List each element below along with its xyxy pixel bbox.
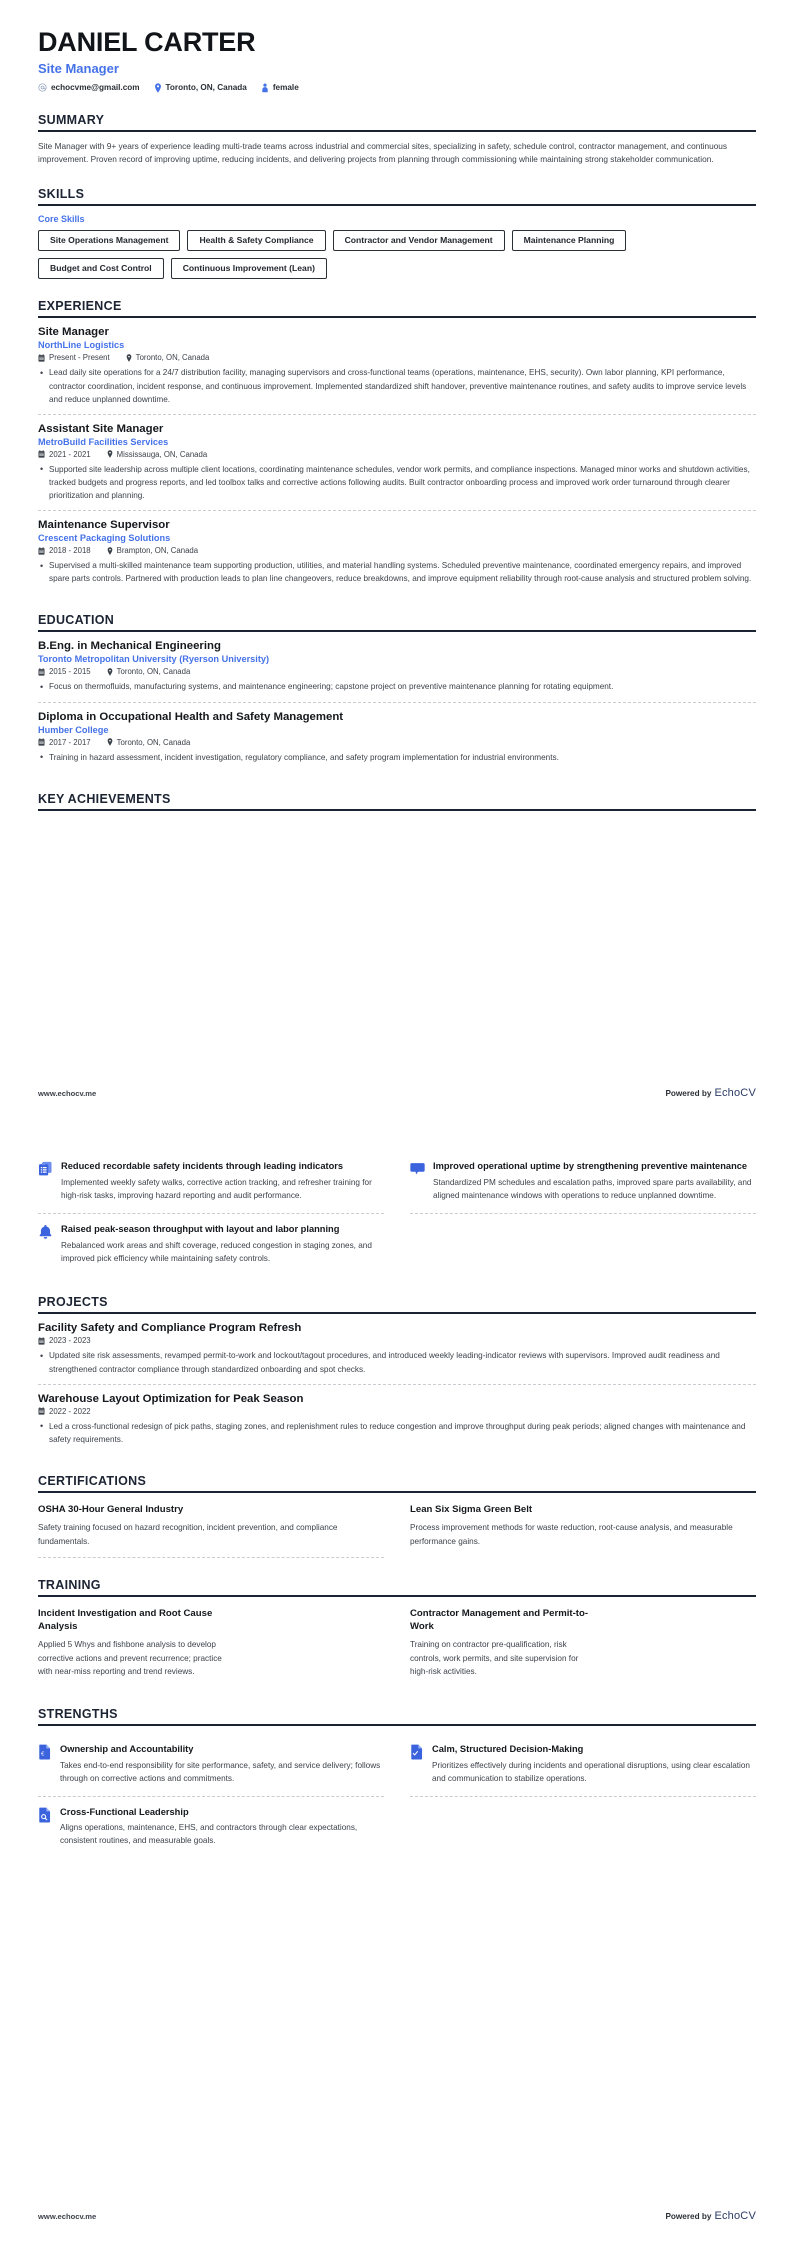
summary-text: Site Manager with 9+ years of experience leading multi-trade teams across industrial and commercial sites, specializing in safety, schedule control, contractor management, and continuous improvement. Proven record of improving uptime, reducing incidents, and delivering projects from planning through commissioning while maintaining strong stakeholder communication.	[38, 140, 728, 165]
strength-title: Cross-Functional Leadership	[60, 1806, 189, 1817]
page-footer	[38, 1087, 756, 1099]
bell-icon	[38, 1223, 53, 1266]
page-footer	[38, 2210, 756, 2222]
skill-chip: Maintenance Planning	[512, 230, 627, 251]
strength-card	[38, 1734, 384, 1797]
projects-heading: PROJECTS	[38, 1295, 756, 1314]
entry-location-text: Brampton, ON, Canada	[116, 546, 199, 556]
education-meta	[38, 667, 756, 676]
project-name: Warehouse Layout Optimization for Peak Season	[38, 1392, 304, 1405]
experience-entry	[38, 510, 756, 593]
skills-group-label: Core Skills	[38, 213, 85, 224]
experience-company: MetroBuild Facilities Services	[38, 436, 169, 447]
section-skills	[38, 187, 756, 280]
bullet: • Supervised a multi-skilled maintenance team supporting production, utilities, and material handling systems. Scheduled preventive maintenance, coordinated emergency repairs, and improved spare parts controls. Partnered with production leads to plan line changeovers, reduce breakdowns, and improve equipment reliability through root-cause analysis and structured problem solving.	[38, 559, 756, 585]
certifications-heading: CERTIFICATIONS	[38, 1474, 756, 1493]
entry-location	[107, 450, 208, 459]
entry-location	[107, 667, 191, 676]
achievement-desc: Implemented weekly safety walks, corrective action tracking, and refresher training for high-risk tasks, improving hazard reporting and audit performance.	[61, 1177, 372, 1200]
date-range-text: 2017 - 2017	[49, 737, 91, 747]
document-check-icon	[410, 1743, 424, 1786]
document-search-icon	[38, 1806, 52, 1849]
project-bullets	[38, 1420, 756, 1446]
education-degree: B.Eng. in Mechanical Engineering	[38, 640, 221, 653]
entry-location	[107, 546, 198, 555]
location-pin-icon	[107, 738, 113, 746]
contact-location-text: Toronto, ON, Canada	[165, 83, 247, 93]
training-card	[38, 1605, 384, 1687]
calendar-icon	[38, 450, 45, 458]
calendar-icon	[38, 738, 45, 746]
resume-page-2	[0, 1123, 794, 2246]
certification-desc: Process improvement methods for waste reduction, root-cause analysis, and measurable performance gains.	[410, 1523, 733, 1546]
skill-chip-list	[38, 230, 756, 280]
achievement-title: Reduced recordable safety incidents through leading indicators	[61, 1161, 344, 1171]
skill-chip: Contractor and Vendor Management	[333, 230, 505, 251]
strengths-heading: STRENGTHS	[38, 1707, 756, 1726]
resume-header	[38, 28, 756, 93]
strength-card	[410, 1734, 756, 1797]
date-range-text: 2022 - 2022	[49, 1406, 91, 1416]
date-range-text: 2021 - 2021	[49, 449, 91, 459]
location-pin-icon	[107, 547, 113, 555]
entry-location-text: Toronto, ON, Canada	[135, 353, 210, 363]
entry-location-text: Toronto, ON, Canada	[116, 667, 191, 677]
project-name: Facility Safety and Compliance Program Refresh	[38, 1322, 302, 1335]
date-range-text: 2023 - 2023	[49, 1336, 91, 1346]
entry-location-text: Toronto, ON, Canada	[116, 737, 191, 747]
location-pin-icon	[107, 450, 113, 458]
training-name: Incident Investigation and Root Cause Analysis	[38, 1607, 213, 1633]
bullet: • Training in hazard assessment, incident investigation, regulatory compliance, and safety program implementation for industrial environments.	[38, 751, 756, 764]
contact-gender-text: female	[272, 83, 299, 93]
project-entry	[38, 1384, 756, 1454]
footer-powered-by-text: Powered by	[665, 1089, 712, 1098]
achievement-body	[61, 1223, 384, 1266]
contact-email[interactable]	[38, 83, 140, 92]
contact-location	[154, 83, 247, 93]
experience-role: Maintenance Supervisor	[38, 519, 170, 532]
date-range	[38, 738, 91, 747]
strength-title: Calm, Structured Decision-Making	[432, 1743, 584, 1754]
experience-role: Assistant Site Manager	[38, 422, 164, 435]
education-school: Humber College	[38, 724, 109, 735]
section-education	[38, 613, 756, 771]
key-achievements-grid	[38, 1151, 756, 1275]
strength-card	[38, 1797, 384, 1859]
candidate-role: Site Manager	[38, 60, 119, 76]
project-meta	[38, 1407, 756, 1416]
footer-url[interactable]: www.echocv.me	[38, 2212, 97, 2221]
skill-chip: Budget and Cost Control	[38, 258, 164, 279]
education-degree: Diploma in Occupational Health and Safety Management	[38, 710, 344, 723]
contact-list	[38, 83, 756, 93]
experience-bullets	[38, 366, 756, 405]
calendar-icon	[38, 354, 45, 362]
experience-meta	[38, 450, 756, 459]
bullet: • Updated site risk assessments, revamped permit-to-work and lockout/tagout procedures, and introduced weekly leading-indicator reviews with supervisors. Improved audit readiness and strengthened contractor compliance through standardized onboarding and spot checks.	[38, 1349, 756, 1375]
strength-body	[60, 1743, 384, 1786]
achievement-body	[433, 1160, 756, 1203]
education-meta	[38, 738, 756, 747]
footer-url[interactable]: www.echocv.me	[38, 1089, 97, 1098]
bullet: • Lead daily site operations for a 24/7 distribution facility, managing supervisors and cross-functional teams (operations, maintenance, EHS, security). Own labor planning, KPI performance, contractor coordination, incident response, and continuous improvement. Implemented standardized shift handover, preventive maintenance routines, and safety audits to improve service levels and reduce unplanned downtime.	[38, 366, 756, 405]
certification-name: Lean Six Sigma Green Belt	[410, 1503, 533, 1515]
calendar-icon	[38, 668, 45, 676]
experience-entry	[38, 326, 756, 413]
achievement-card	[38, 1151, 384, 1214]
education-entry	[38, 702, 756, 772]
footer-brand	[665, 2210, 756, 2222]
summary-heading: SUMMARY	[38, 113, 756, 132]
skill-chip: Site Operations Management	[38, 230, 180, 251]
project-meta	[38, 1336, 756, 1345]
date-range-text: Present - Present	[49, 353, 110, 363]
footer-powered-by-text: Powered by	[665, 2212, 712, 2221]
achievement-desc: Rebalanced work areas and shift coverage, reduced congestion in staging zones, and improved pick efficiency while maintaining safety controls.	[61, 1240, 372, 1263]
key-achievements-list	[38, 1151, 756, 1275]
training-desc: Applied 5 Whys and fishbone analysis to develop corrective actions and prevent recurrence; practice with near-miss reporting and trend reviews.	[38, 1640, 222, 1676]
date-range	[38, 1336, 91, 1345]
certifications-grid	[38, 1501, 756, 1558]
date-range-text: 2018 - 2018	[49, 546, 91, 556]
achievement-title: Raised peak-season throughput with layout and labor planning	[61, 1223, 340, 1234]
footer-brand-name: EchoCV	[714, 2210, 756, 2222]
experience-bullets	[38, 463, 756, 502]
candidate-name: DANIEL CARTER	[38, 27, 256, 57]
calendar-icon	[38, 1337, 45, 1345]
experience-company: Crescent Packaging Solutions	[38, 533, 171, 544]
date-range	[38, 353, 110, 362]
achievement-card	[410, 1151, 756, 1214]
date-range	[38, 1407, 91, 1416]
bullet: • Supported site leadership across multiple client locations, coordinating maintenance schedules, vendor work permits, and compliance inspections. Managed minor works and shutdown activities, tracked budgets and progress reports, and led toolbox talks and corrective actions following audits. Built contractor onboarding process and improved work order turnaround through clearer prioritization and planning.	[38, 463, 756, 502]
strengths-grid	[38, 1734, 756, 1858]
achievement-desc: Standardized PM schedules and escalation paths, improved spare parts availability, and aligned maintenance windows with operations to reduce unplanned downtime.	[433, 1177, 752, 1200]
section-certifications	[38, 1474, 756, 1558]
date-range	[38, 546, 91, 555]
section-experience	[38, 299, 756, 593]
strength-body	[432, 1743, 756, 1786]
experience-entry	[38, 414, 756, 510]
section-key-achievements-heading	[38, 792, 756, 811]
training-name: Contractor Management and Permit-to-Work	[410, 1607, 589, 1633]
experience-meta	[38, 353, 756, 362]
strength-desc: Takes end-to-end responsibility for site performance, safety, and service delivery; follows through on corrective actions and commitments.	[60, 1760, 381, 1783]
bullet: • Led a cross-functional redesign of pick paths, staging zones, and replenishment rules to reduce congestion and improve throughput during peak periods; aligned changes with maintenance and safety requirements.	[38, 1420, 756, 1446]
speech-bubble-icon	[410, 1160, 425, 1203]
location-pin-icon	[107, 668, 113, 676]
project-bullets	[38, 1349, 756, 1375]
footer-brand-name: EchoCV	[714, 1087, 756, 1099]
training-grid	[38, 1605, 756, 1687]
education-heading: EDUCATION	[38, 613, 756, 632]
person-icon	[261, 83, 269, 93]
experience-role: Site Manager	[38, 326, 109, 339]
experience-bullets	[38, 559, 756, 585]
clipboard-icon	[38, 1160, 53, 1203]
certification-desc: Safety training focused on hazard recognition, incident prevention, and compliance fundamentals.	[38, 1523, 338, 1546]
skill-chip: Health & Safety Compliance	[187, 230, 325, 251]
education-entry	[38, 640, 756, 701]
certification-name: OSHA 30-Hour General Industry	[38, 1503, 184, 1515]
footer-brand	[665, 1087, 756, 1099]
education-bullets	[38, 751, 756, 764]
certification-card	[410, 1501, 756, 1558]
education-bullets	[38, 680, 756, 693]
experience-meta	[38, 546, 756, 555]
section-projects	[38, 1295, 756, 1454]
contact-email-text: echocvme@gmail.com	[51, 83, 140, 93]
calendar-icon	[38, 1407, 45, 1415]
section-summary	[38, 113, 756, 167]
location-pin-icon	[126, 354, 132, 362]
entry-location	[107, 738, 191, 747]
document-euro-icon	[38, 1743, 52, 1786]
entry-location	[126, 353, 210, 362]
contact-gender	[261, 83, 299, 93]
education-school: Toronto Metropolitan University (Ryerson University)	[38, 654, 270, 665]
date-range	[38, 667, 91, 676]
skill-chip: Continuous Improvement (Lean)	[171, 258, 327, 279]
email-icon	[38, 83, 47, 92]
project-entry	[38, 1322, 756, 1383]
key-achievements-heading: KEY ACHIEVEMENTS	[38, 792, 756, 811]
section-strengths	[38, 1707, 756, 1858]
achievement-body	[61, 1160, 384, 1203]
training-desc: Training on contractor pre-qualification, risk controls, work permits, and site supervision for high-risk activities.	[410, 1640, 579, 1676]
strength-title: Ownership and Accountability	[60, 1743, 194, 1754]
strength-desc: Aligns operations, maintenance, EHS, and contractors through clear expectations, consistent routines, and measurable goals.	[60, 1823, 358, 1846]
calendar-icon	[38, 547, 45, 555]
strength-desc: Prioritizes effectively during incidents and operational disruptions, using clear escalation and communication to stabilize operations.	[432, 1760, 750, 1783]
date-range-text: 2015 - 2015	[49, 667, 91, 677]
training-card	[410, 1605, 756, 1687]
strength-body	[60, 1806, 384, 1849]
section-training	[38, 1578, 756, 1687]
experience-heading: EXPERIENCE	[38, 299, 756, 318]
achievement-card	[38, 1214, 384, 1276]
experience-company: NorthLine Logistics	[38, 340, 125, 351]
achievement-title: Improved operational uptime by strengthening preventive maintenance	[433, 1161, 748, 1171]
entry-location-text: Mississauga, ON, Canada	[116, 449, 208, 459]
location-pin-icon	[154, 83, 162, 93]
certification-card	[38, 1501, 384, 1558]
date-range	[38, 450, 91, 459]
svg-text:€: €	[40, 1751, 45, 1758]
skills-heading: SKILLS	[38, 187, 756, 206]
bullet: • Focus on thermofluids, manufacturing systems, and maintenance engineering; capstone project on preventive maintenance planning for rotating equipment.	[38, 680, 756, 693]
training-heading: TRAINING	[38, 1578, 756, 1597]
